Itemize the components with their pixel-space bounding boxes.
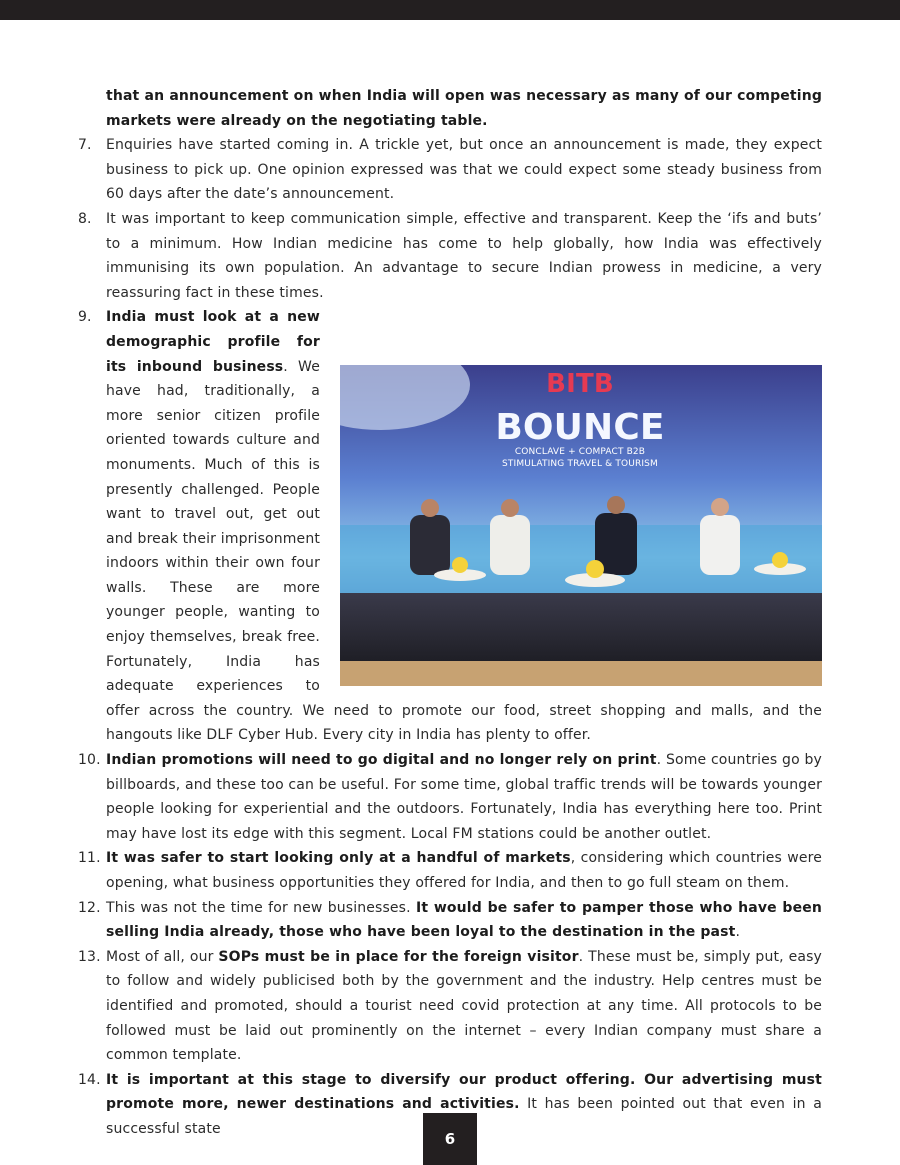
- conference-photo: [340, 365, 822, 686]
- list-item-text: .: [735, 924, 741, 941]
- list-item-text: . Some countries go by billboards, and these too can be useful. For some time, global traffic trends will be towards younger people looking for experiential and the outdoors. Fortunately, India has everything here too. Print may have lost its edge with this segment. Local FM stations could be another outlet.: [106, 752, 822, 842]
- list-item-8: [78, 207, 822, 305]
- list-number: 8.: [78, 210, 92, 227]
- list-item-bold: It was safer to start looking only at a handful of markets: [106, 850, 571, 867]
- list-number: 14.: [78, 1071, 101, 1088]
- list-number: 9.: [78, 309, 92, 326]
- list-number: 12.: [78, 899, 101, 916]
- photo-title: BOUNCE: [495, 407, 665, 449]
- article-body: [78, 84, 822, 1142]
- list-item-bold: It is important at this stage to diversify our product offering. Our advertising must promote more, newer destinations and activities.: [106, 1071, 822, 1113]
- list-item-text: It was important to keep communication simple, effective and transparent. Keep the ‘ifs and buts’ to a minimum. How Indian medicine has come to help globally, how India was effectively immunising its own population. An advantage to secure Indian prowess in medicine, a very reassuring fact in these times.: [106, 210, 822, 301]
- list-item-pre: Most of all, our: [106, 948, 219, 965]
- continuation-text: that an announcement on when India will open was necessary as many of our competing markets were already on the negotiating table.: [106, 88, 822, 129]
- list-item-12: [78, 896, 822, 945]
- page-number: 6: [423, 1113, 477, 1165]
- list-number: 13.: [78, 948, 101, 965]
- list-item-13: [78, 945, 822, 1068]
- list-item-pre: This was not the time for new businesses.: [106, 899, 416, 916]
- list-item-10: [78, 748, 822, 846]
- list-item-bold: India must look at a new demographic profile for its inbound business: [106, 309, 320, 375]
- header-bar: [0, 0, 900, 20]
- list-item-text: Enquiries have started coming in. A trickle yet, but once an announcement is made, they expect business to pick up. One opinion expressed was that we could expect some steady business from 60 days after the date’s announcement.: [106, 137, 822, 203]
- list-item-11: [78, 846, 822, 895]
- list-number: 10.: [78, 752, 101, 769]
- list-item-bold: SOPs must be in place for the foreign visitor: [218, 948, 579, 965]
- list-number: 11.: [78, 850, 101, 867]
- list-item-bold: Indian promotions will need to go digital and no longer rely on print: [106, 752, 657, 769]
- list-number: 7.: [78, 137, 92, 154]
- list-item-text: . These must be, simply put, easy to follow and widely publicised both by the government and the industry. Help centres must be identified and promoted, should a tourist need covid protection at any time. All protocols to be followed must be laid out prominently on the internet – every Indian company must share a common template.: [106, 948, 822, 1064]
- continuation-paragraph: [78, 84, 822, 133]
- list-item-text: , considering which countries were opening, what business opportunities they offered for India, and then to go full steam on them.: [106, 850, 822, 891]
- list-item-bold: It would be safer to pamper those who have been selling India already, those who have been loyal to the destination in the past: [106, 899, 822, 941]
- list-item-text: It has been pointed out that even in a successful state: [106, 1096, 822, 1137]
- list-item-text: . We have had, traditionally, a more senior citizen profile oriented towards culture and monuments. Much of this is presently challenged. People want to travel out, get out and break their imprisonment indoors within their own four walls. These are more younger people, wanting to enjoy themselves, break free. Fortunately, India has adequate experiences to offer across the country. We need to promote our food, street shopping and malls, and the hangouts like DLF Cyber Hub. Every city in India has plenty to offer.: [106, 358, 822, 744]
- list-item-7: [78, 133, 822, 207]
- list-item-9: [78, 305, 822, 748]
- photo-subtitle-1: CONCLAVE + COMPACT B2B: [514, 447, 646, 458]
- photo-subtitle-2: STIMULATING TRAVEL & TOURISM: [502, 459, 658, 470]
- photo-logo: BITB: [546, 369, 614, 400]
